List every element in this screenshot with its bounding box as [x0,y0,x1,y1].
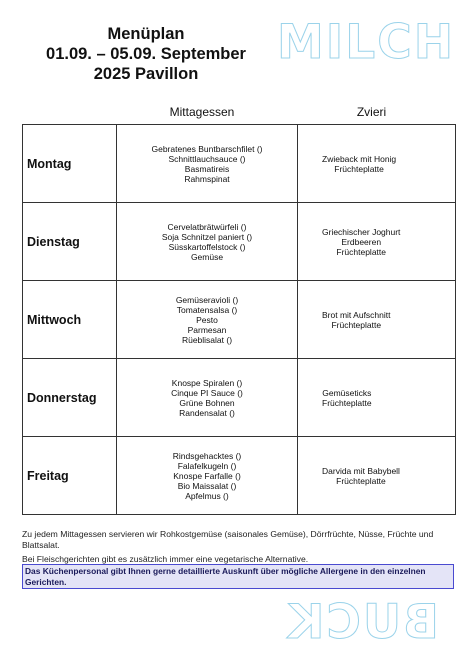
lunch-item: Rüeblisalat () [181,334,233,345]
menu-title [20,24,272,84]
lunch-cell [117,125,298,203]
lunch-item: Schnittlauchsauce () [168,153,246,164]
lunch-item: Rindsgehacktes () [172,450,242,461]
lunch-item: Knospe Spiralen () [171,377,243,388]
snack-item: Darvida mit Babybell [322,465,400,476]
snack-cell [298,359,456,437]
lunch-item: Gebratenes Buntbarschfilet () [151,143,263,154]
day-name: Donnerstag [23,359,117,437]
notes [22,529,452,568]
column-header-lunch: Mittagessen [169,105,235,119]
note-vegetarian: Bei Fleischgerichten gibt es zusätzlich immer eine vegetarische Alternative. [22,554,309,564]
lunch-item: Soja Schnitzel paniert () [161,231,253,242]
column-header-snack: Zvieri [356,105,387,119]
lunch-item: Gemüse [190,251,224,262]
buck-logo: BUCK [286,595,439,650]
menu-row-donnerstag [23,359,456,437]
title-line-3: 2025 Pavillon [93,65,199,83]
lunch-cell [117,437,298,515]
lunch-item: Gemüseravioli () [175,294,239,305]
lunch-item: Tomatensalsa () [176,304,238,315]
menu-row-mittwoch [23,281,456,359]
lunch-item: Rahmspinat [184,173,230,184]
day-name: Mittwoch [23,281,117,359]
lunch-item: Knospe Farfalle () [173,470,241,481]
snack-cell [298,125,456,203]
snack-item: Gemüseticks [322,387,372,398]
menu-row-dienstag [23,203,456,281]
snack-item: Früchteplatte [336,475,386,486]
menu-row-montag [23,125,456,203]
lunch-item: Randensalat () [179,407,235,418]
title-line-2: 01.09. – 05.09. September [46,45,246,63]
day-name: Montag [23,125,117,203]
note-sides: Zu jedem Mittagessen servieren wir Rohkostgemüse (saisonales Gemüse), Dörrfrüchte, Nüsse, Früchte und Blattsalat. [22,529,434,550]
lunch-item: Basmatireis [184,163,230,174]
lunch-cell [117,203,298,281]
lunch-cell [117,359,298,437]
lunch-item: Parmesan [187,324,227,335]
lunch-cell [117,281,298,359]
lunch-item: Cinque PI Sauce () [171,387,243,398]
snack-item: Erdbeeren [341,236,382,247]
lunch-item: Apfelmus () [185,490,229,501]
day-name: Dienstag [23,203,117,281]
menu-row-freitag [23,437,456,515]
snack-cell [298,203,456,281]
lunch-item: Falafelkugeln () [177,460,237,471]
title-line-1: Menüplan [107,25,185,43]
snack-cell [298,437,456,515]
milch-logo: MILCH [277,15,456,70]
lunch-item: Cervelatbrätwürfeli () [167,221,247,232]
snack-cell [298,281,456,359]
menu-table [22,124,456,515]
snack-item: Zwieback mit Honig [322,153,397,164]
snack-item: Griechischer Joghurt [322,226,401,237]
lunch-item: Süsskartoffelstock () [168,241,246,252]
day-name: Freitag [23,437,117,515]
lunch-item: Bio Maissalat () [177,480,237,491]
snack-item: Früchteplatte [331,319,382,330]
snack-item: Brot mit Aufschnitt [322,309,391,320]
snack-item: Früchteplatte [336,246,387,257]
snack-item: Früchteplatte [322,397,372,408]
allergen-notice: Das Küchenpersonal gibt Ihnen gerne detaillierte Auskunft über mögliche Allergene in den einzelnen Gerichten. [22,564,454,589]
snack-item: Früchteplatte [334,163,384,174]
lunch-item: Grüne Bohnen [179,397,235,408]
lunch-item: Pesto [196,314,218,325]
